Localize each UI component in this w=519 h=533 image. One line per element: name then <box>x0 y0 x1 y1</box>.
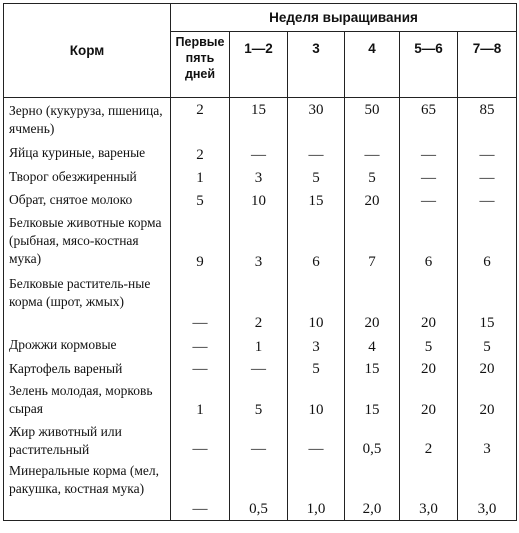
feed-name-cell: Творог обезжиренный <box>4 166 171 189</box>
feed-column-header: Корм <box>4 4 171 98</box>
value-cell: 10 <box>288 380 345 421</box>
value-cell: 6 <box>458 212 517 273</box>
value-cell: 20 <box>400 380 458 421</box>
feed-name-cell: Зерно (кукуруза, пшеница, ячмень) <box>4 98 171 142</box>
value-cell: — <box>171 421 230 460</box>
value-cell: 6 <box>400 212 458 273</box>
feed-name-cell: Дрожжи кормовые <box>4 334 171 358</box>
value-cell: 3 <box>288 334 345 358</box>
value-cell: 1 <box>171 166 230 189</box>
table-row <box>4 98 517 142</box>
value-cell: — <box>171 358 230 380</box>
value-cell: 2 <box>171 142 230 166</box>
value-cell: 1 <box>230 334 288 358</box>
value-cell: 1,0 <box>288 460 345 521</box>
value-cell: 3 <box>458 421 517 460</box>
value-cell: 20 <box>458 358 517 380</box>
feed-name-cell: Жир животный или растительный <box>4 421 171 460</box>
weeks-group-header: Неделя выращивания <box>171 4 517 32</box>
value-cell: — <box>345 142 400 166</box>
value-cell: 2 <box>400 421 458 460</box>
week-column-header: 3 <box>288 32 345 98</box>
value-cell: 1 <box>171 380 230 421</box>
value-cell: — <box>400 189 458 212</box>
table-row <box>4 189 517 212</box>
value-cell: — <box>230 358 288 380</box>
feed-name-cell: Обрат, снятое молоко <box>4 189 171 212</box>
value-cell: 10 <box>230 189 288 212</box>
value-cell: 10 <box>288 273 345 334</box>
value-cell: — <box>288 421 345 460</box>
value-cell: 5 <box>345 166 400 189</box>
value-cell: 2,0 <box>345 460 400 521</box>
value-cell: — <box>171 334 230 358</box>
value-cell: — <box>458 166 517 189</box>
week-column-header: 7—8 <box>458 32 517 98</box>
value-cell: 15 <box>345 380 400 421</box>
week-column-header: 1—2 <box>230 32 288 98</box>
value-cell: — <box>288 142 345 166</box>
value-cell: 15 <box>230 98 288 142</box>
value-cell: — <box>458 142 517 166</box>
value-cell: 15 <box>345 358 400 380</box>
table-row <box>4 460 517 521</box>
feed-name-cell: Белковые животные корма (рыбная, мясо-костная мука) <box>4 212 171 273</box>
value-cell: 3 <box>230 212 288 273</box>
value-cell: 5 <box>230 380 288 421</box>
value-cell: 3,0 <box>400 460 458 521</box>
value-cell: — <box>171 460 230 521</box>
value-cell: 20 <box>458 380 517 421</box>
value-cell: — <box>458 189 517 212</box>
table-row <box>4 380 517 421</box>
value-cell: — <box>400 142 458 166</box>
value-cell: — <box>171 273 230 334</box>
value-cell: 20 <box>345 189 400 212</box>
value-cell: 15 <box>288 189 345 212</box>
value-cell: 65 <box>400 98 458 142</box>
table-row <box>4 142 517 166</box>
value-cell: 7 <box>345 212 400 273</box>
feed-name-cell: Белковые раститель-ные корма (шрот, жмых) <box>4 273 171 334</box>
value-cell: 3,0 <box>458 460 517 521</box>
value-cell: 6 <box>288 212 345 273</box>
value-cell: 4 <box>345 334 400 358</box>
feeding-table <box>3 3 517 521</box>
value-cell: 5 <box>288 166 345 189</box>
table-row <box>4 273 517 334</box>
table-row <box>4 358 517 380</box>
value-cell: 20 <box>345 273 400 334</box>
value-cell: 5 <box>288 358 345 380</box>
value-cell: — <box>400 166 458 189</box>
value-cell: 20 <box>400 358 458 380</box>
value-cell: 2 <box>171 98 230 142</box>
value-cell: 0,5 <box>345 421 400 460</box>
feed-name-cell: Картофель вареный <box>4 358 171 380</box>
value-cell: 20 <box>400 273 458 334</box>
value-cell: 0,5 <box>230 460 288 521</box>
table-row <box>4 334 517 358</box>
week-column-header: 4 <box>345 32 400 98</box>
value-cell: 9 <box>171 212 230 273</box>
table-row <box>4 166 517 189</box>
feed-name-cell: Зелень молодая, морковь сырая <box>4 380 171 421</box>
value-cell: 5 <box>400 334 458 358</box>
value-cell: — <box>230 142 288 166</box>
value-cell: 3 <box>230 166 288 189</box>
value-cell: 15 <box>458 273 517 334</box>
value-cell: — <box>230 421 288 460</box>
table-row <box>4 421 517 460</box>
value-cell: 85 <box>458 98 517 142</box>
week-column-header: Первые пять дней <box>171 32 230 98</box>
feed-name-cell: Минеральные корма (мел, ракушка, костная мука) <box>4 460 171 521</box>
value-cell: 30 <box>288 98 345 142</box>
week-column-header: 5—6 <box>400 32 458 98</box>
value-cell: 50 <box>345 98 400 142</box>
value-cell: 2 <box>230 273 288 334</box>
value-cell: 5 <box>458 334 517 358</box>
feed-name-cell: Яйца куриные, вареные <box>4 142 171 166</box>
value-cell: 5 <box>171 189 230 212</box>
table-row <box>4 212 517 273</box>
